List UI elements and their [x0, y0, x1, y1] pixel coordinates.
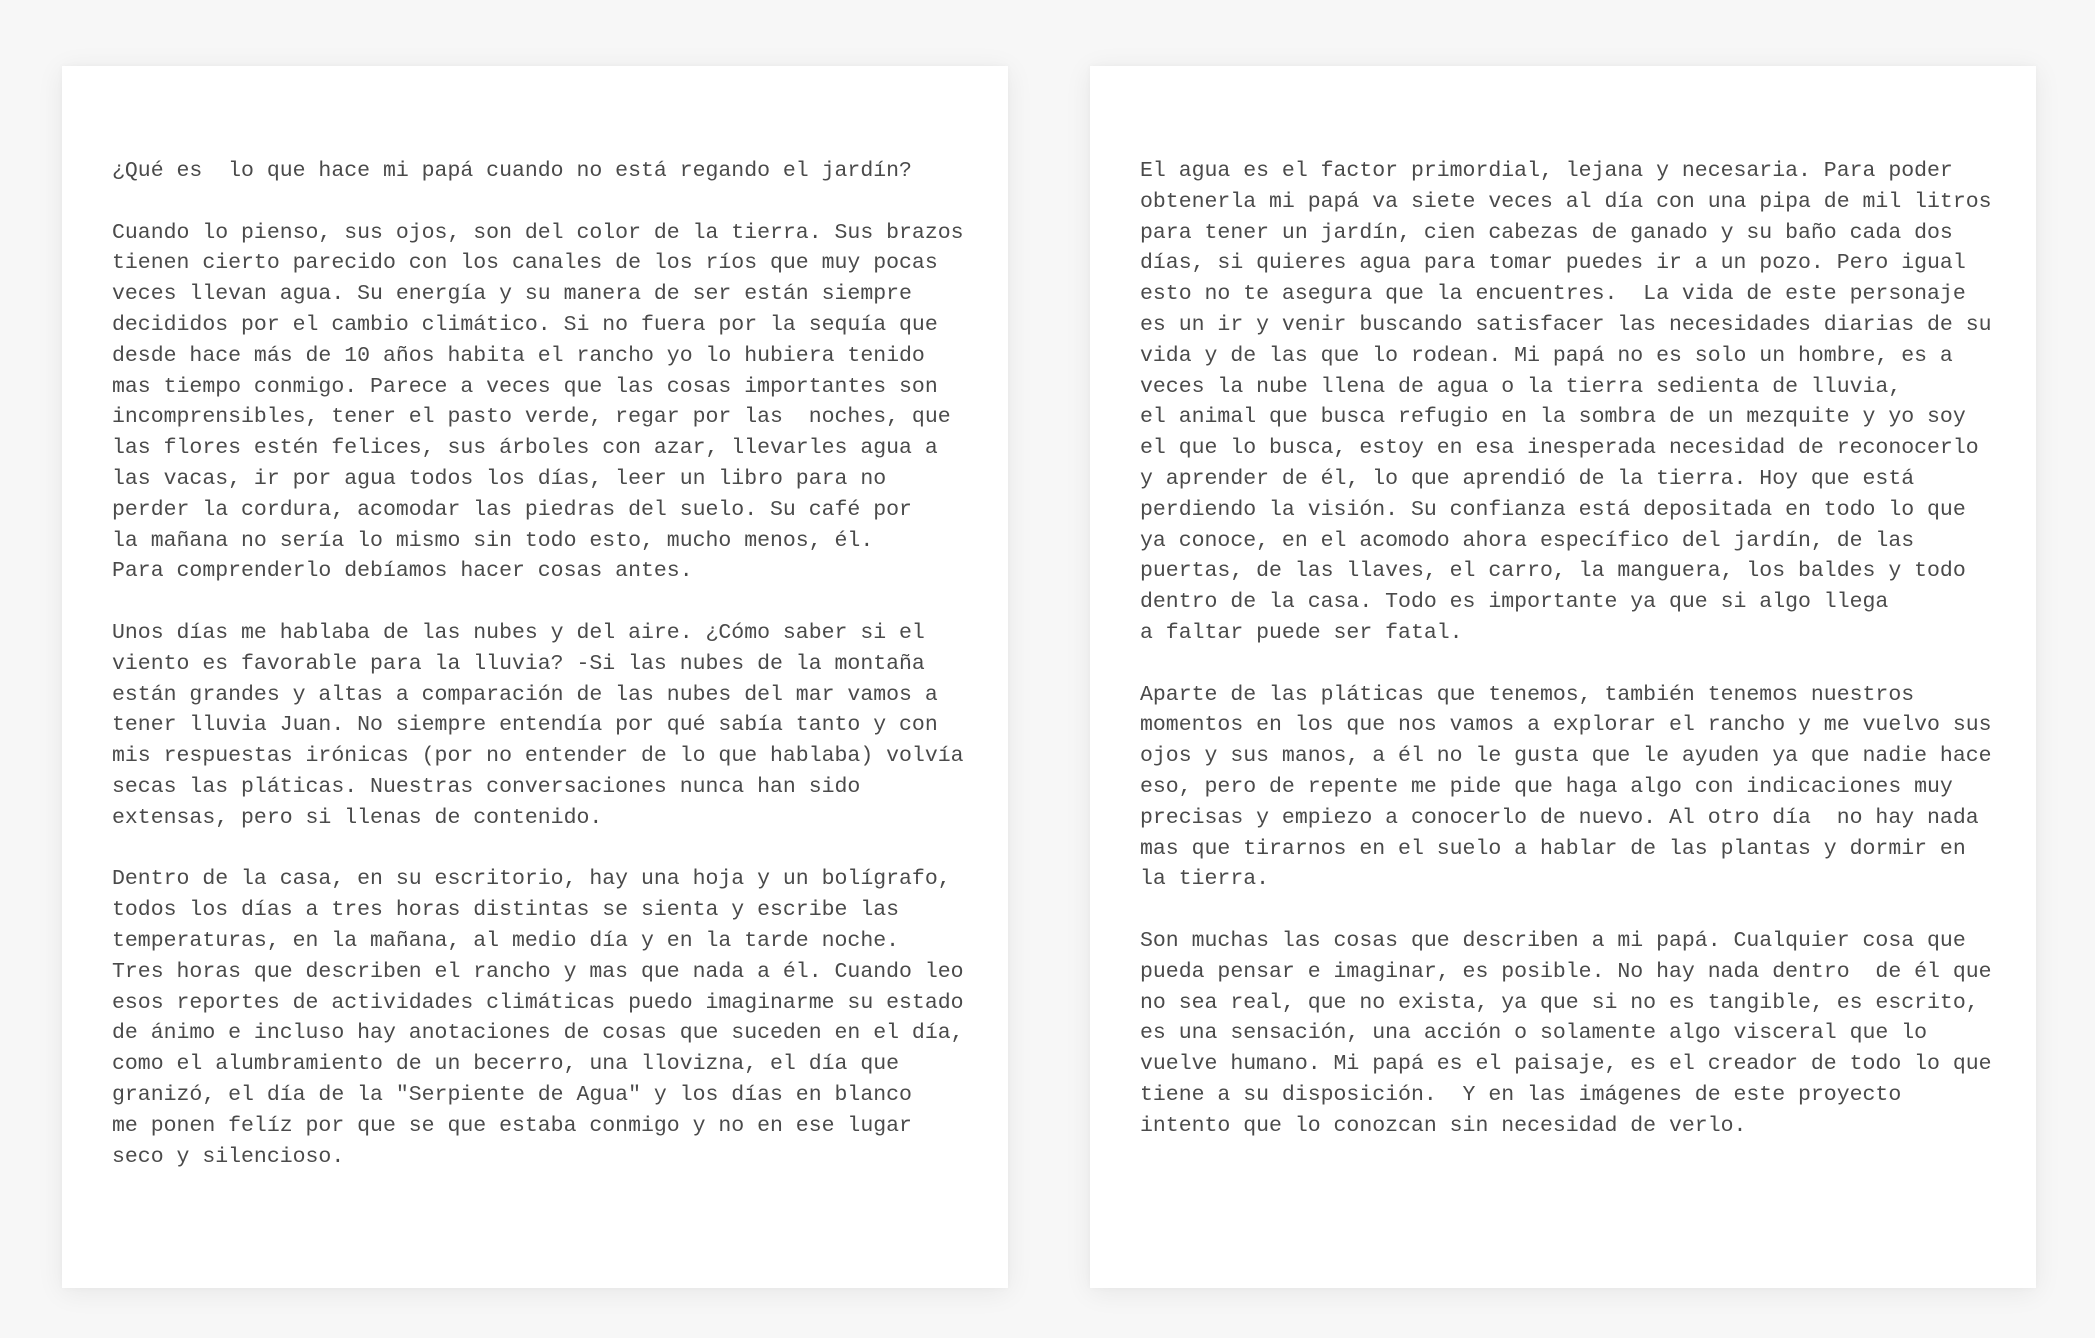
page-text [1140, 156, 2006, 1172]
paragraph: Cuando lo pienso, sus ojos, son del color de la tierra. Sus brazos tienen cierto parecido con los canales de los ríos que muy pocas veces llevan agua. Su energía y su manera de ser están siempre decididos por el cambio climático. Si no fuera por la sequía que desde hace más de 10 años habita el rancho yo lo hubiera tenido mas tiempo conmigo. Parece a veces que las cosas importantes son incomprensibles, tener el pasto verde, regar por las noches, que las flores estén felices, sus árboles con azar, llevarles agua a las vacas, ir por agua todos los días, leer un libro para no perder la cordura, acomodar las piedras del suelo. Su café por la mañana no sería lo mismo sin todo esto, mucho menos, él. Para comprenderlo debíamos hacer cosas antes. [112, 220, 964, 584]
document-page-left [62, 66, 1008, 1288]
paragraph: Aparte de las pláticas que tenemos, también tenemos nuestros momentos en los que nos vamos a explorar el rancho y me vuelvo sus ojos y sus manos, a él no le gusta que le ayuden ya que nadie hace eso, pero de repente me pide que haga algo con indicaciones muy precisas y empiezo a conocerlo de nuevo. Al otro día no hay nada mas que tirarnos en el suelo a hablar de las plantas y dormir en la tierra. [1140, 682, 1992, 892]
paragraph: El agua es el factor primordial, lejana y necesaria. Para poder obtenerla mi papá va siete veces al día con una pipa de mil litros para tener un jardín, cien cabezas de ganado y su baño cada dos días, si quieres agua para tomar puedes ir a un pozo. Pero igual esto no te asegura que la encuentres. La vida de este personaje es un ir y venir buscando satisfacer las necesidades diarias de su vida y de las que lo rodean. Mi papá no es solo un hombre, es a veces la nube llena de agua o la tierra sedienta de lluvia, el animal que busca refugio en la sombra de un mezquite y yo soy el que lo busca, estoy en esa inesperada necesidad de reconocerlo y aprender de él, lo que aprendió de la tierra. Hoy que está perdiendo la visión. Su confianza está depositada en todo lo que ya conoce, en el acomodo ahora específico del jardín, de las puertas, de las llaves, el carro, la manguera, los baldes y todo dentro de la casa. Todo es importante ya que si algo llega a faltar puede ser fatal. [1140, 159, 1992, 645]
paragraph: Son muchas las cosas que describen a mi papá. Cualquier cosa que pueda pensar e imaginar, es posible. No hay nada dentro de él que no sea real, que no exista, ya que si no es tangible, es escrito, es una sensación, una acción o solamente algo visceral que lo vuelve humano. Mi papá es el paisaje, es el creador de todo lo que tiene a su disposición. Y en las imágenes de este proyecto intento que lo conozcan sin necesidad de verlo. [1140, 928, 1992, 1138]
document-page-right [1090, 66, 2036, 1288]
paragraph: Dentro de la casa, en su escritorio, hay una hoja y un bolígrafo, todos los días a tres horas distintas se sienta y escribe las temperaturas, en la mañana, al medio día y en la tarde noche. Tres horas que describen el rancho y mas que nada a él. Cuando leo esos reportes de actividades climáticas puedo imaginarme su estado de ánimo e incluso hay anotaciones de cosas que suceden en el día, como el alumbramiento de un becerro, una llovizna, el día que granizó, el día de la "Serpiente de Agua" y los días en blanco me ponen felíz por que se que estaba conmigo y no en ese lugar seco y silencioso. [112, 867, 964, 1169]
paragraph: Unos días me hablaba de las nubes y del aire. ¿Cómo saber si el viento es favorable para la lluvia? -Si las nubes de la montaña están grandes y altas a comparación de las nubes del mar vamos a tener lluvia Juan. No siempre entendía por qué sabía tanto y con mis respuestas irónicas (por no entender de lo que hablaba) volvía secas las pláticas. Nuestras conversaciones nunca han sido extensas, pero si llenas de contenido. [112, 620, 964, 830]
page-text [112, 156, 978, 1203]
paragraph: ¿Qué es lo que hace mi papá cuando no está regando el jardín? [112, 159, 912, 183]
